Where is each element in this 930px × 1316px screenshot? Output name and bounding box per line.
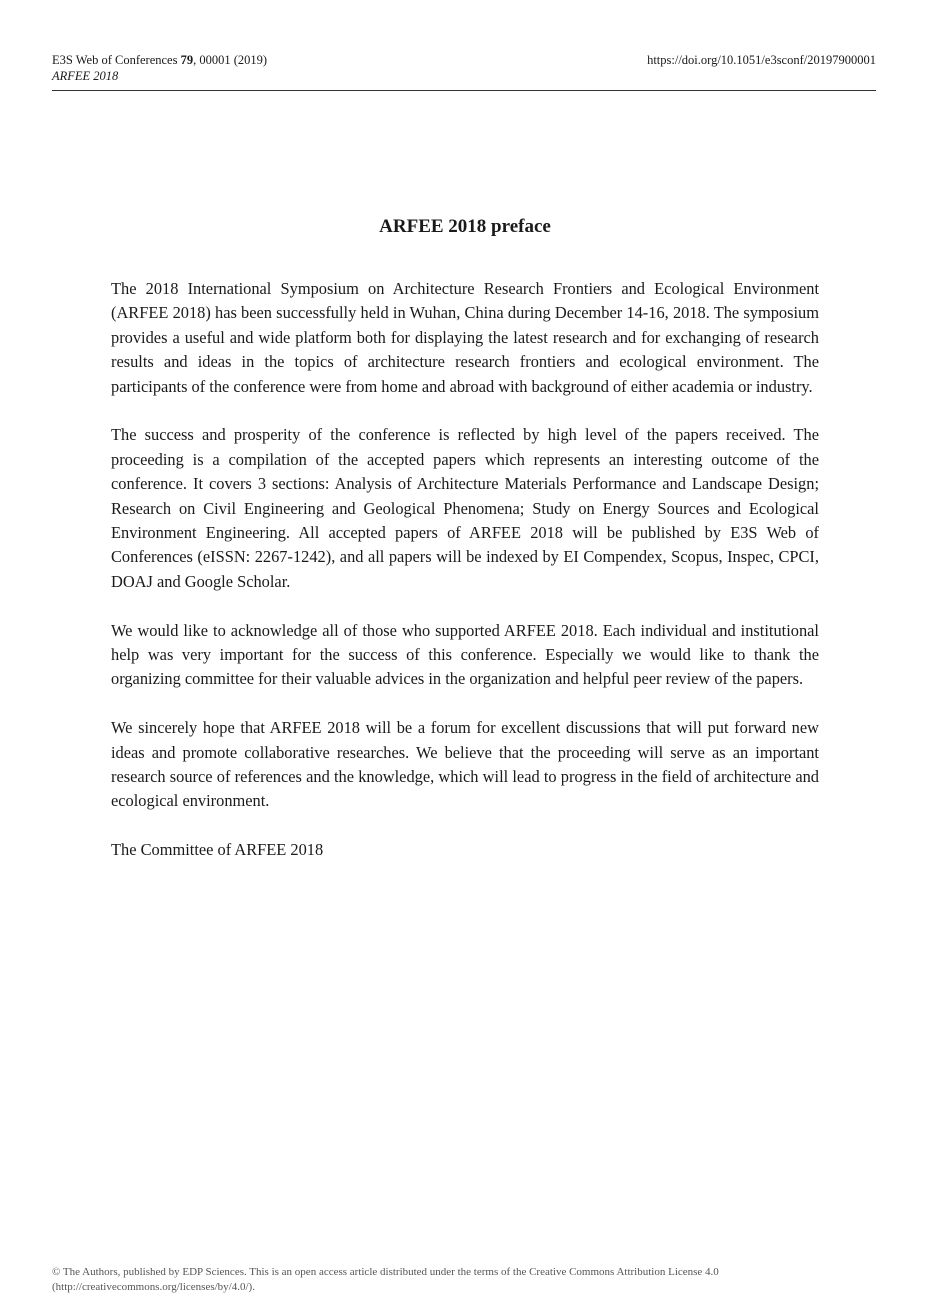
page-header xyxy=(52,52,876,91)
license-footer xyxy=(52,1265,876,1295)
journal-line xyxy=(52,52,267,68)
license-url[interactable]: (http://creativecommons.org/licenses/by/4.0/). xyxy=(52,1281,255,1293)
license-text: © The Authors, published by EDP Sciences. This is an open access article distributed under the terms of the Creative Commons Attribution License 4.0 xyxy=(52,1266,719,1278)
paragraph: We would like to acknowledge all of those who supported ARFEE 2018. Each individual and institutional help was very important for the success of this conference. Especially we would like to thank the organizing committee for their valuable advices in the organization and helpful peer review of the papers. xyxy=(111,620,819,689)
journal-prefix: E3S Web of Conferences xyxy=(52,53,181,67)
preface-body xyxy=(111,277,819,887)
article-info: , 00001 (2019) xyxy=(193,53,268,67)
journal-citation xyxy=(52,52,267,84)
paragraph: The 2018 International Symposium on Architecture Research Frontiers and Ecological Environment (ARFEE 2018) has been successfully held in Wuhan, China during December 14-16, 2018. The symposium provides a useful and wide platform both for displaying the latest research and for exchanging of research results and ideas in the topics of architecture research frontiers and ecological environment. The participants of the conference were from home and abroad with background of either academia or industry. xyxy=(111,279,819,396)
paragraph: We sincerely hope that ARFEE 2018 will be a forum for excellent discussions that will put forward new ideas and promote collaborative researches. We believe that the proceeding will serve as an important research source of references and the knowledge, which will lead to progress in the field of architecture and ecological environment. xyxy=(111,718,819,811)
page-title: ARFEE 2018 preface xyxy=(379,216,551,237)
doi-link[interactable]: https://doi.org/10.1051/e3sconf/20197900001 xyxy=(647,53,876,67)
paragraph: The success and prosperity of the conference is reflected by high level of the papers received. The proceeding is a compilation of the accepted papers which represents an interesting outcome of the conference. It covers 3 sections: Analysis of Architecture Materials Performance and Landscape Design; Research on Civil Engineering and Geological Phenomena; Study on Energy Sources and Ecological Environment Engineering. All accepted papers of ARFEE 2018 will be published by E3S Web of Conferences (eISSN: 2267-1242), and all papers will be indexed by EI Compendex, Scopus, Inspec, CPCI, DOAJ and Google Scholar. xyxy=(111,425,819,591)
journal-volume: 79 xyxy=(180,53,194,67)
conference-name: ARFEE 2018 xyxy=(52,69,119,83)
signoff: The Committee of ARFEE 2018 xyxy=(111,840,324,860)
